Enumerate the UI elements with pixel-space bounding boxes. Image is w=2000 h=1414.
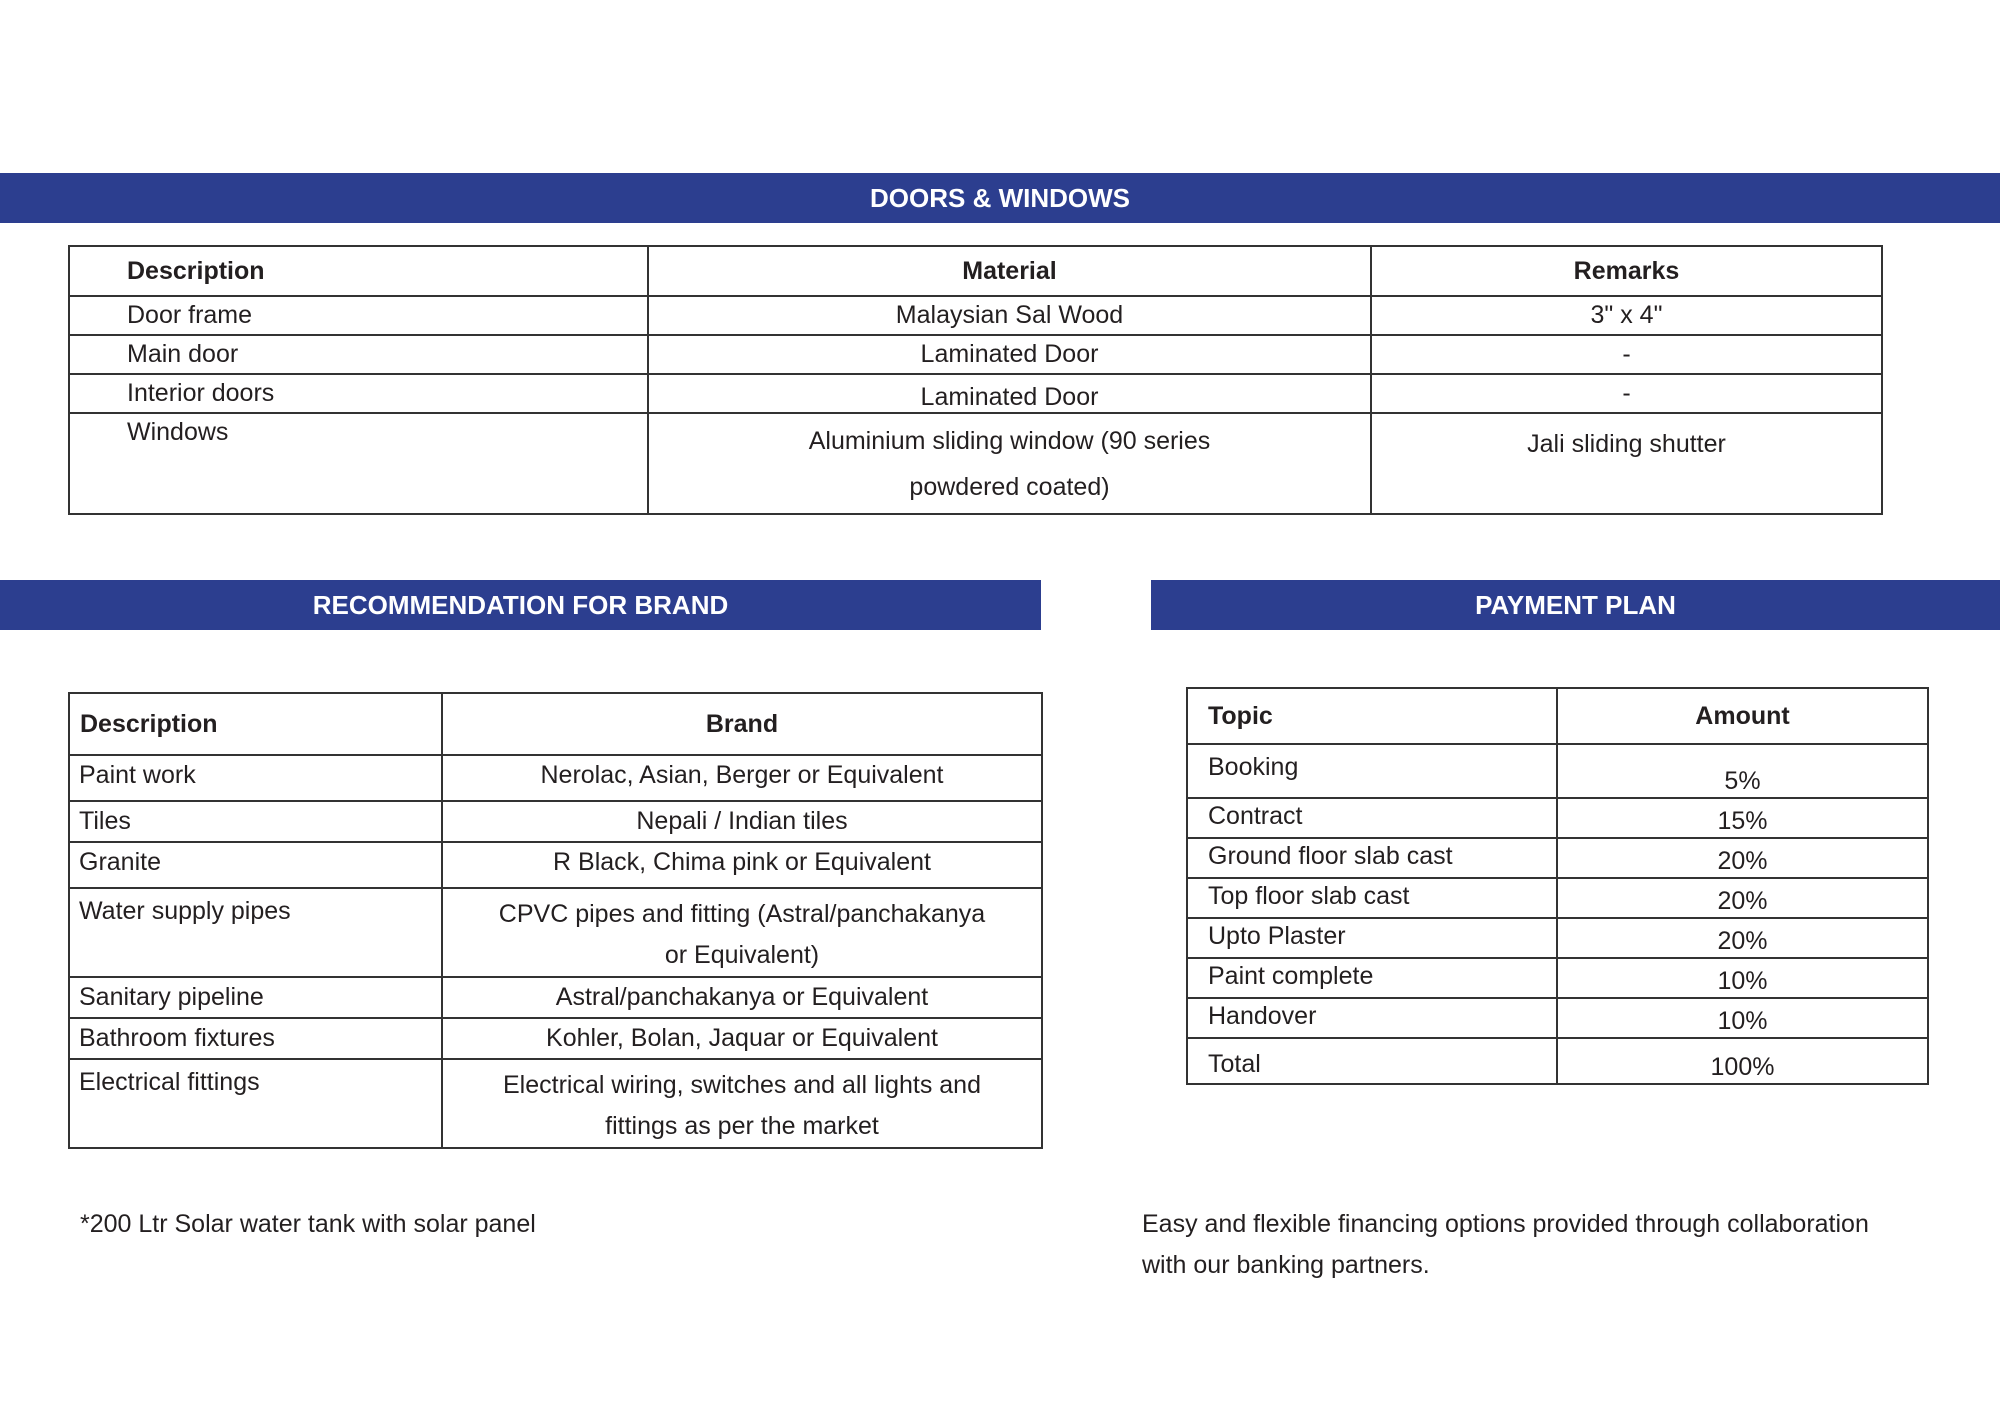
finance-note <box>1142 1204 1962 1286</box>
row-amount: 20% <box>1557 838 1928 878</box>
table-row <box>1187 958 1928 998</box>
table-row <box>69 842 1042 888</box>
row-topic: Handover <box>1187 998 1557 1038</box>
row-material: Laminated Door <box>648 374 1371 413</box>
row-topic: Booking <box>1187 744 1557 798</box>
doors-windows-banner <box>0 173 2000 223</box>
row-amount: 100% <box>1557 1038 1928 1084</box>
row-description: Windows <box>69 413 648 514</box>
row-topic: Total <box>1187 1038 1557 1084</box>
payment-banner <box>1151 580 2000 630</box>
row-description: Electrical fittings <box>69 1059 442 1148</box>
row-description: Interior doors <box>69 374 648 413</box>
table-row <box>1187 744 1928 798</box>
payment-table <box>1186 687 1929 1085</box>
brand-line: Electrical wiring, switches and all lights and <box>503 1071 981 1099</box>
row-amount: 15% <box>1557 798 1928 838</box>
row-description: Water supply pipes <box>69 888 442 977</box>
row-remarks: - <box>1371 335 1882 374</box>
row-material <box>648 413 1371 514</box>
brand-title: RECOMMENDATION FOR BRAND <box>312 589 729 620</box>
row-amount: 10% <box>1557 958 1928 998</box>
table-row <box>69 888 1042 977</box>
material-line: Aluminium sliding window (90 series <box>808 426 1211 455</box>
table-header-row <box>1187 688 1928 744</box>
row-topic: Contract <box>1187 798 1557 838</box>
row-topic: Ground floor slab cast <box>1187 838 1557 878</box>
row-description: Bathroom fixtures <box>69 1018 442 1059</box>
brand-line: or Equivalent) <box>664 941 820 969</box>
row-brand: Astral/panchakanya or Equivalent <box>442 977 1042 1018</box>
header-brand: Brand <box>442 693 1042 755</box>
header-amount: Amount <box>1557 688 1928 744</box>
row-amount: 5% <box>1557 744 1928 798</box>
brand-line: fittings as per the market <box>605 1112 879 1140</box>
table-row <box>1187 798 1928 838</box>
row-description: Paint work <box>69 755 442 801</box>
row-brand: R Black, Chima pink or Equivalent <box>442 842 1042 888</box>
row-brand <box>442 888 1042 977</box>
row-material: Malaysian Sal Wood <box>648 296 1371 335</box>
doors-windows-table <box>68 245 1883 515</box>
finance-note-line: Easy and flexible financing options provided through collaboration <box>1142 1210 1869 1238</box>
row-brand: Nerolac, Asian, Berger or Equivalent <box>442 755 1042 801</box>
brand-table <box>68 692 1043 1149</box>
row-remarks: 3" x 4" <box>1371 296 1882 335</box>
table-row <box>69 413 1882 514</box>
header-description: Description <box>69 693 442 755</box>
table-row <box>1187 998 1928 1038</box>
row-amount: 20% <box>1557 878 1928 918</box>
row-topic: Paint complete <box>1187 958 1557 998</box>
table-row <box>69 296 1882 335</box>
solar-note: *200 Ltr Solar water tank with solar panel <box>80 1210 536 1238</box>
row-description: Tiles <box>69 801 442 842</box>
header-topic: Topic <box>1187 688 1557 744</box>
table-row-total <box>1187 1038 1928 1084</box>
table-header-row <box>69 246 1882 296</box>
row-description: Main door <box>69 335 648 374</box>
table-row <box>1187 918 1928 958</box>
table-row <box>69 755 1042 801</box>
table-row <box>69 1018 1042 1059</box>
row-remarks: Jali sliding shutter <box>1371 413 1882 514</box>
row-amount: 20% <box>1557 918 1928 958</box>
header-description: Description <box>69 246 648 296</box>
row-description: Door frame <box>69 296 648 335</box>
row-material: Laminated Door <box>648 335 1371 374</box>
row-brand: Nepali / Indian tiles <box>442 801 1042 842</box>
header-remarks: Remarks <box>1371 246 1882 296</box>
brand-banner <box>0 580 1041 630</box>
row-description: Sanitary pipeline <box>69 977 442 1018</box>
brand-line: CPVC pipes and fitting (Astral/panchakanya <box>498 900 986 928</box>
payment-title: PAYMENT PLAN <box>1475 589 1676 620</box>
table-row <box>69 801 1042 842</box>
row-topic: Top floor slab cast <box>1187 878 1557 918</box>
material-line: powdered coated) <box>909 472 1110 501</box>
row-description: Granite <box>69 842 442 888</box>
table-row <box>1187 838 1928 878</box>
table-row <box>69 374 1882 413</box>
table-row <box>69 977 1042 1018</box>
row-remarks: - <box>1371 374 1882 413</box>
table-row <box>1187 878 1928 918</box>
row-amount: 10% <box>1557 998 1928 1038</box>
table-row <box>69 1059 1042 1148</box>
row-brand <box>442 1059 1042 1148</box>
table-row <box>69 335 1882 374</box>
row-brand: Kohler, Bolan, Jaquar or Equivalent <box>442 1018 1042 1059</box>
table-header-row <box>69 693 1042 755</box>
row-topic: Upto Plaster <box>1187 918 1557 958</box>
finance-note-line: with our banking partners. <box>1142 1251 1430 1279</box>
doors-windows-title: DOORS & WINDOWS <box>870 182 1130 213</box>
header-material: Material <box>648 246 1371 296</box>
